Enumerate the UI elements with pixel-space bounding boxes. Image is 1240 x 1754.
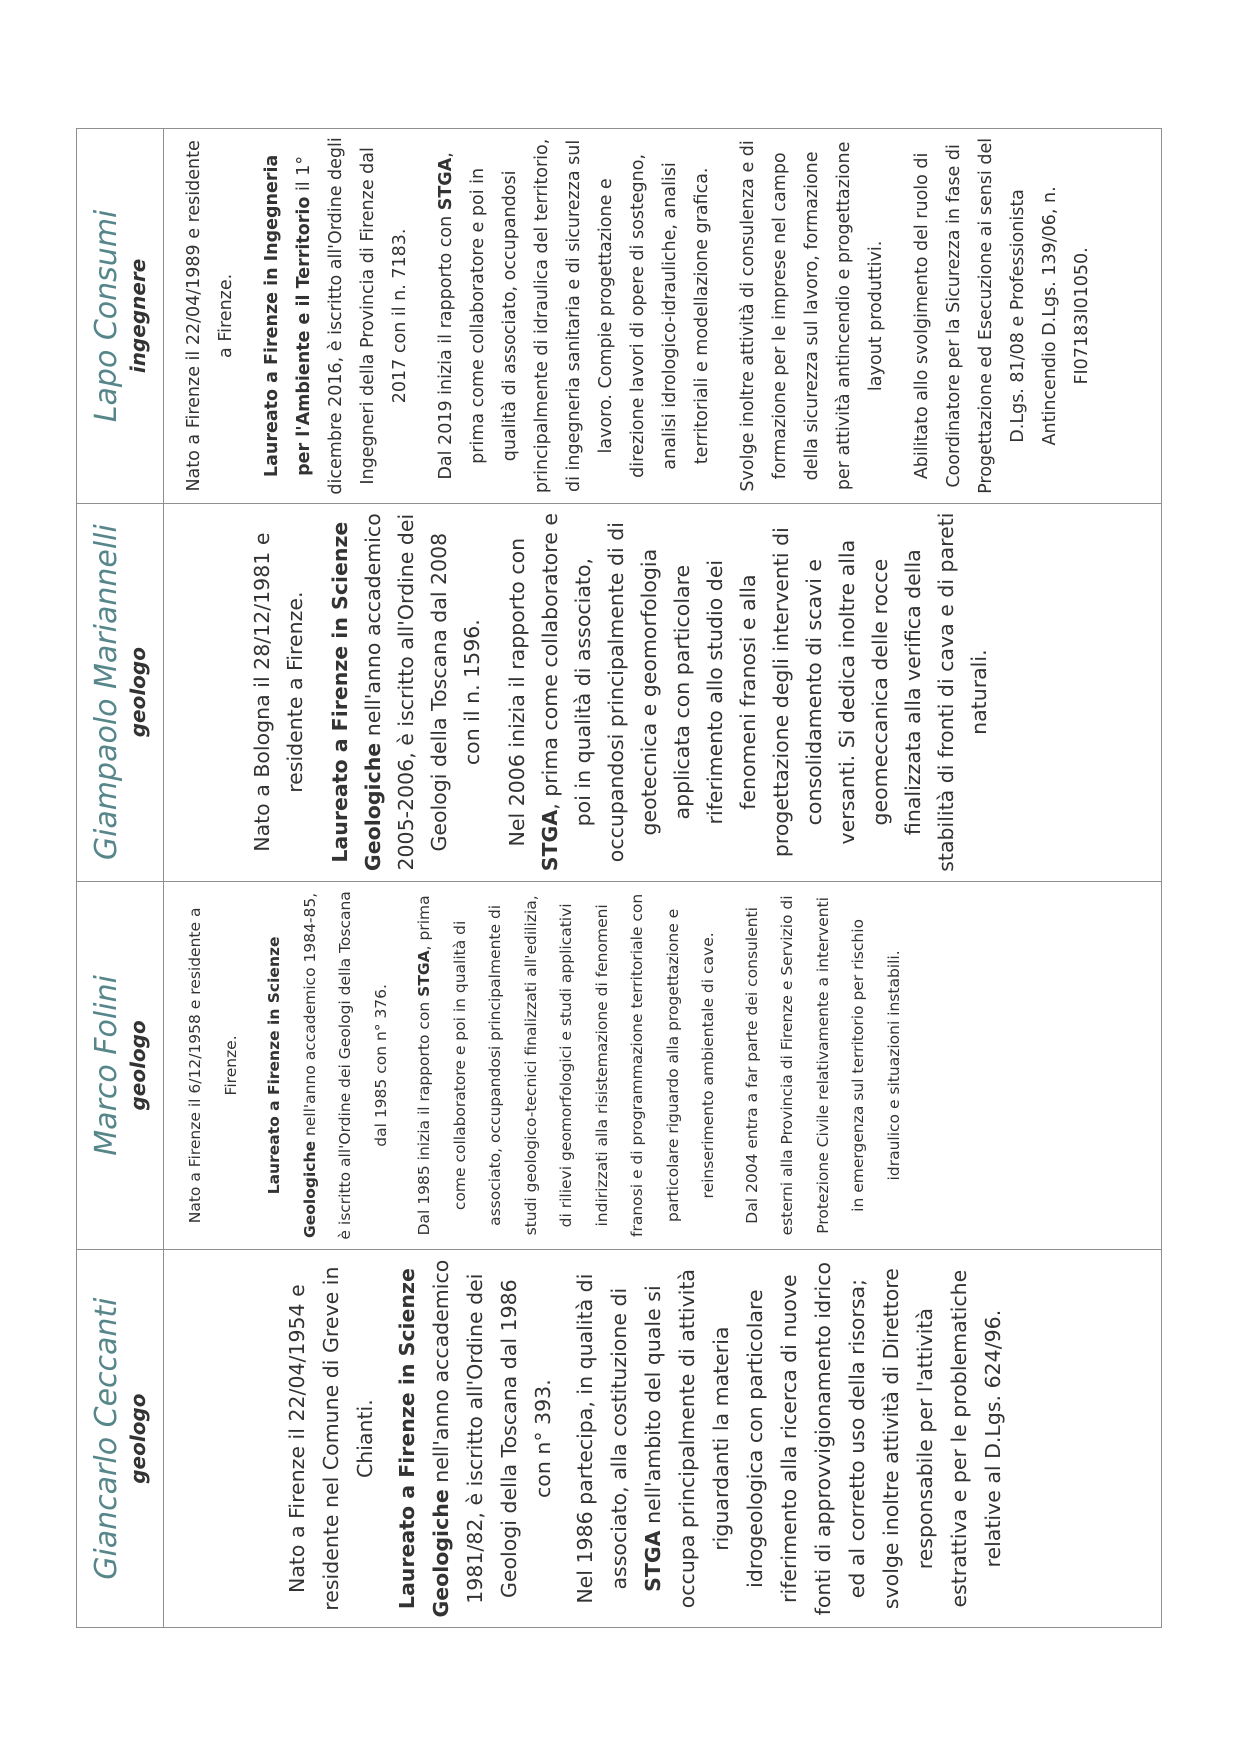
bio-paragraph: Svolge inoltre attività di consulenza e di formazione per le imprese nel campo della sicurezza sul lavoro, formazione per attività antincendio e progettazione layout produttivi.	[738, 140, 886, 492]
bio-text: Nel 2006 inizia il rapporto con	[505, 537, 529, 847]
bio-paragraph	[568, 1258, 1010, 1619]
bio-text: , prima come collaboratore e poi in qualità di associato, occupandosi principalmente di di geotecnica e geomorfologia applicata con particolare riferimento allo studio dei fenomeni franosi e alla progettazione degli interventi di consolidamento di scavi e versanti. Si dedica inoltre alla geomeccanica delle rocce finalizzata alla verifica della stabilità di fronti di cava e di pareti naturali.	[538, 512, 991, 872]
degree-text: Laureato a Firenze in Ingegneria per l'Ambiente e il Territorio	[262, 154, 314, 478]
bio-text: nell'ambito del quale si occupa principalmente di attività riguardanti la materia idrogeologica con particolare riferimento alla ricerca di nuove fonti di approvvigionamento idrico ed al corretto uso della risorsa; svolge inoltre attività di Direttore responsabile per l'attività estrattiva e per le problematiche relative al D.Lgs. 624/96.	[641, 1261, 1005, 1616]
company-name: STGA	[538, 809, 562, 872]
person-name: Lapo Consumi	[89, 209, 124, 423]
bio-paragraph	[430, 137, 718, 495]
person-name: Marco Folini	[89, 975, 124, 1156]
company-name: STGA	[436, 157, 456, 211]
degree-text: Laureato a Firenze in Scienze Geologiche	[395, 1268, 453, 1618]
bio-paragraph: Nato a Bologna il 28/12/1981 e residente a Firenze.	[250, 532, 307, 852]
bio-paragraph	[324, 512, 489, 873]
degree-text: Laureato a Firenze in Scienze Geologiche	[328, 521, 385, 872]
degree-detail: nell'anno accademico 2005-2006, è iscritto all'Ordine dei Geologi della Toscana dal 2008 con il n. 1596.	[361, 513, 484, 871]
company-name: STGA	[641, 1530, 665, 1592]
bio-text: Dal 1985 inizia il rapporto con	[415, 996, 433, 1236]
bio-paragraph	[257, 890, 399, 1242]
bio-paragraph: Nato a Firenze il 22/04/1954 e residente nel Comune di Greve in Chianti.	[285, 1266, 377, 1611]
bio-text: Dal 2019 inizia il rapporto con	[436, 210, 456, 480]
header-cell	[77, 1250, 164, 1628]
bio-paragraph	[407, 890, 727, 1242]
staff-table	[76, 128, 1162, 1628]
bio-paragraph: Dal 2004 entra a far parte dei consulenti esterni alla Provincia di Firenze e Servizio di Protezione Civile relativamente a interventi in emergenza sul territorio per rischio idraulico e situazioni instabili.	[742, 895, 903, 1236]
person-role: geologo	[126, 647, 150, 738]
header-cell	[77, 129, 164, 504]
degree-text: Laureato a Firenze in Scienze Geologiche	[265, 936, 319, 1238]
person-role: geologo	[126, 1393, 150, 1484]
bio-cell	[164, 1250, 1162, 1628]
header-cell	[77, 881, 164, 1250]
degree-detail: il 1° dicembre 2016, è iscritto all'Ordine degli Ingegneri della Provincia di Firenze dal 2017 con il n. 7183.	[294, 137, 410, 495]
bio-cell	[164, 129, 1162, 504]
header-row	[77, 129, 164, 1628]
bio-text: , prima come collaboratore e poi in qualità di associato, occupandosi principalmente di studi geologico-tecnici finalizzati all'edilizia, di rilievi geomorfologici e studi applicativi indirizzati alla risistemazione di fenomeni franosi e di programmazione territoriale con particolare riguardo alla progettazione e reinserimento ambientale di cave.	[415, 893, 717, 1237]
body-row	[164, 129, 1162, 1628]
bio-paragraph	[256, 137, 416, 495]
bio-text: Nel 1986 partecipa, in qualità di associato, alla costituzione di	[573, 1273, 631, 1604]
degree-detail: nell'anno accademico 1984-85, è iscritto all'Ordine dei Geologi della Toscana dal 1985 con n° 376.	[300, 891, 390, 1240]
bio-paragraph: Abilitato allo svolgimento del ruolo di Coordinatore per la Sicurezza in fase di Progettazione ed Esecuzione ai sensi del D.Lgs. 81/08 e Professionista Antincendio D.Lgs. 139/06, n. FI07183I01050.	[912, 137, 1092, 494]
bio-text: , prima come collaboratore e poi in qualità di associato, occupandosi principalmente di idraulica del territorio, di ingegneria sanitaria e di sicurezza sul lavoro. Compie progettazione e direzione lavori di opere di sostegno, analisi idrologico-idrauliche, analisi territoriali e modellazione grafica.	[436, 138, 712, 494]
bio-cell	[164, 503, 1162, 881]
bio-paragraph	[390, 1258, 560, 1619]
company-name: STGA	[415, 950, 433, 997]
bio-paragraph: Nato a Firenze il 6/12/1958 e residente a Firenze.	[186, 907, 240, 1224]
bio-cell	[164, 881, 1162, 1250]
header-cell	[77, 503, 164, 881]
person-role: ingegnere	[126, 258, 150, 374]
bio-paragraph	[501, 512, 996, 873]
person-name: Giancarlo Ceccanti	[89, 1297, 124, 1580]
bio-paragraph: Nato a Firenze il 22/04/1989 e residente a Firenze.	[184, 140, 236, 492]
degree-detail: nell'anno accademico 1981/82, è iscritto all'Ordine dei Geologi della Toscana dal 1986 con n° 393.	[429, 1259, 555, 1604]
person-name: Giampaolo Mariannelli	[89, 524, 124, 861]
person-role: geologo	[126, 1020, 150, 1111]
